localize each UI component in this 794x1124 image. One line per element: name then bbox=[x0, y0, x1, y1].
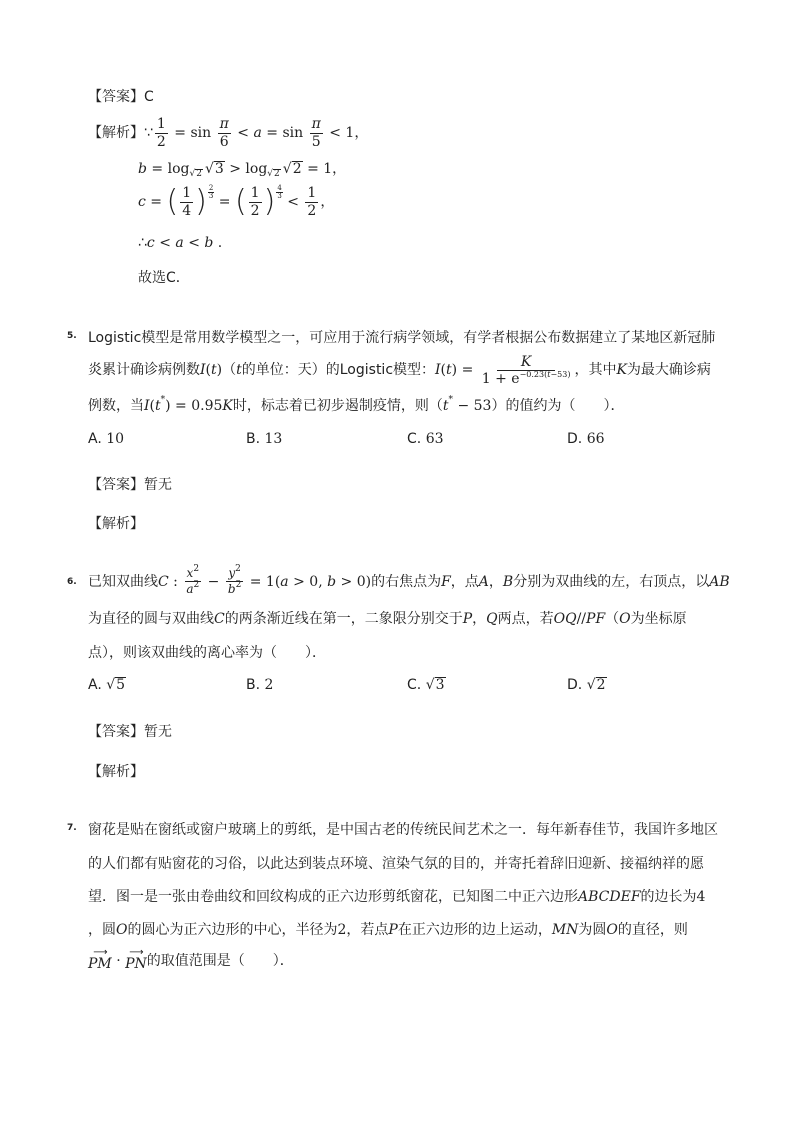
option-a[interactable]: A. √ 5 bbox=[88, 677, 126, 693]
analysis-label: 【解析】 bbox=[88, 124, 144, 141]
q4-analysis-line-2: b = log √ 2 √ 3 > log √ 2 √ 2 = 1 ， bbox=[138, 161, 347, 179]
q7-line-1: 窗花是贴在窗纸或窗户玻璃上的剪纸，是中国古老的传统民间艺术之一．每年新春佳节，我国许多地区 bbox=[88, 822, 718, 838]
because-symbol: ∵ bbox=[144, 124, 153, 141]
q6-line-2: 为直径的圆与双曲线 C 的两条渐近线在第一，二象限分别交于 P ， Q 两点，若 OQ // PF （ O 为坐标原 bbox=[88, 611, 687, 627]
fraction-pi-5: $\frac{\pi}{5}$ bbox=[311, 116, 321, 150]
q5-answer-line: 【答案】 暂无 bbox=[88, 477, 172, 493]
q5-line-2: 炎累计确诊病例数 I ( t ) （ t 的单位：天）的Logistic模型： I ( t ) = $\frac{K}{1 + e^{-0.23(t-53)}}$ ，其中 K 为最大确诊病 bbox=[88, 354, 711, 387]
q6-line-3: 点），则该双曲线的离心率为（ ）． bbox=[88, 645, 326, 661]
question-number: 7. bbox=[67, 823, 77, 833]
q4-conclusion: ∴ c < a < b . bbox=[138, 235, 223, 251]
q4-analysis-line-3: c = ( $\frac{1}{4}$ ) $\frac{2}{3}$ = ( $\frac{1}{2}$ ) $\frac{4}{3}$ < $\frac{1}{2}$ ， bbox=[138, 183, 335, 220]
vector-pm: ⟶ PM bbox=[88, 947, 112, 972]
question-number: 5. bbox=[67, 331, 77, 341]
q4-answer-line bbox=[88, 89, 154, 106]
q7-line-3: 望．图一是一张由卷曲纹和回纹构成的正六边形剪纸窗花，已知图二中正六边形 ABCDEF 的边长为 4 bbox=[88, 889, 706, 905]
fraction-pi-6: $\frac{\pi}{6}$ bbox=[219, 116, 229, 150]
option-c[interactable]: C. √ 3 bbox=[407, 677, 445, 693]
logistic-fraction: $\frac{K}{1 + e^{-0.23(t-53)}}$ bbox=[481, 354, 571, 387]
q7-line-2: 的人们都有贴窗花的习俗，以此达到装点环境、渲染气氛的目的，并寄托着辞旧迎新、接福纳祥的愿 bbox=[88, 856, 704, 872]
vector-pn: ⟶ PN bbox=[125, 947, 147, 972]
q6-line-1: 已知双曲线 C : $\frac{x^2}{a^2}$ − $\frac{y^2}{b^2}$ = 1( a > 0, b > 0) 的右焦点为 F ，点 A ， B 分别为双曲线的左，右顶点，以 AB bbox=[88, 564, 730, 597]
option-d[interactable]: D. 66 bbox=[567, 431, 605, 447]
q6-analysis-line: 【解析】 bbox=[88, 764, 144, 780]
option-b[interactable]: B. 13 bbox=[246, 431, 283, 447]
option-c[interactable]: C. 63 bbox=[407, 431, 444, 447]
q7-line-4: ，圆 O 的圆心为正六边形的中心，半径为 2 ，若点 P 在正六边形的边上运动， MN 为圆 O 的直径，则 bbox=[88, 922, 688, 938]
option-d[interactable]: D. √ 2 bbox=[567, 677, 606, 693]
q6-answer-line: 【答案】 暂无 bbox=[88, 724, 172, 740]
q4-analysis-line-1: 【解析】 ∵ $\frac{1}{2}$ = sin $\frac{\pi}{6}$ < a = sin $\frac{\pi}{5}$ < 1 ， bbox=[88, 116, 369, 150]
q4-final: 故选C． bbox=[138, 270, 190, 286]
option-b[interactable]: B. 2 bbox=[246, 677, 274, 693]
fraction-one-half: $\frac{1}{2}$ bbox=[156, 116, 166, 150]
q5-line-1: Logistic模型是常用数学模型之一，可应用于流行病学领域，有学者根据公布数据建立了某地区新冠肺 bbox=[88, 330, 716, 346]
answer-label: 【答案】 bbox=[88, 89, 144, 105]
q7-line-5: ⟶ PM · ⟶ PN 的取值范围是（ ）． bbox=[88, 947, 294, 972]
question-number: 6. bbox=[67, 577, 77, 587]
q5-line-3: 例数，当 I ( t * ) = 0.95 K 时，标志着已初步遏制疫情，则（ t * − 53 ）的值约为（ ）． bbox=[88, 395, 625, 414]
answer-value: C bbox=[144, 89, 154, 105]
option-a[interactable]: A. 10 bbox=[88, 431, 125, 447]
q5-analysis-line: 【解析】 bbox=[88, 516, 144, 532]
